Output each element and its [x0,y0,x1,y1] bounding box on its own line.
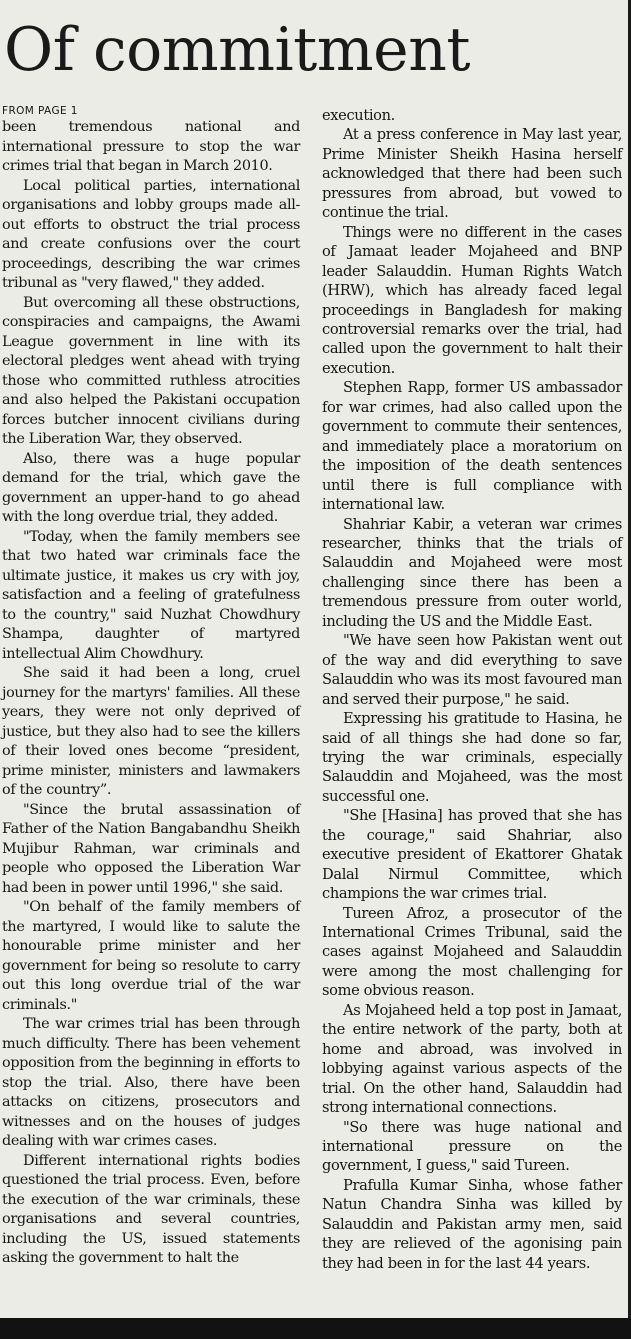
article-paragraph: "We have seen how Pakistan went out of the way and did everything to save Salauddin who was its most favoured man and served their purpose," he said. [322,632,622,708]
article-paragraph: "So there was huge national and international pressure on the government, I guess," said Tureen. [322,1118,622,1175]
article-paragraph: As Mojaheed held a top post in Jamaat, the entire network of the party, both at home and abroad, was involved in lobbying against various aspects of the trial. On the other hand, Salauddin had strong international connections. [322,1001,622,1117]
article-paragraph: Shahriar Kabir, a veteran war crimes researcher, thinks that the trials of Salauddin and Mojaheed were most challenging since there has been a tremendous pressure from outer world, including the US and the Middle East. [322,515,622,630]
article-paragraph: Tureen Afroz, a prosecutor of the International Crimes Tribunal, said the cases against Mojaheed and Salauddin were among the most challenging for some obvious reason. [322,904,622,1000]
article-paragraph: Prafulla Kumar Sinha, whose father Natun Chandra Sinha was killed by Salauddin and Pakistan army men, said they are relieved of the agonising pain they had been in for the last 44 years. [322,1176,622,1272]
article-paragraph: Expressing his gratitude to Hasina, he said of all things she had done so far, trying the war criminals, especially Salauddin and Mojaheed, was the most successful one. [322,710,622,805]
article-paragraph: Stephen Rapp, former US ambassador for war crimes, had also called upon the government to commute their sentences, and immediately place a moratorium on the imposition of the death sentences until there is full compliance with international law. [322,379,622,514]
from-page-kicker: FROM PAGE 1 [2,105,78,117]
article-paragraph: Also, there was a huge popular demand for the trial, which gave the government an upper-hand to go ahead with the long overdue trial, they added. [2,450,300,525]
article-paragraph: But overcoming all these obstructions, conspiracies and campaigns, the Awami League government in line with its electoral pledges went ahead with trying those who committed ruthless atrocities and also helped the Pakistani occupation forces butcher innocent civilians during the Liberation War, they observed. [2,294,300,447]
headline: Of commitment [4,15,470,85]
article-paragraph: Different international rights bodies questioned the trial process. Even, before the execution of the war criminals, these organisations and several countries, including the US, issued statements asking the government to halt the [2,1152,300,1266]
article-paragraph: "On behalf of the family members of the martyred, I would like to salute the honourable prime minister and her government for being so resolute to carry out this long overdue trial of the war criminals." [2,899,300,1013]
right-column [322,106,622,1273]
article-paragraph: Local political parties, international organisations and lobby groups made all-out efforts to obstruct the trial process and create confusions over the court proceedings, describing the war crimes tribunal as "very flawed," they added. [2,177,300,291]
page-bottom-bar [0,1318,631,1339]
article-paragraph: At a press conference in May last year, Prime Minister Sheikh Hasina herself acknowledged that there had been such pressures from abroad, but vowed to continue the trial. [322,126,622,222]
left-column [2,104,300,1269]
article-paragraph: execution. [322,107,395,124]
article-paragraph: "She [Hasina] has proved that she has the courage," said Shahriar, also executive president of Ekattorer Ghatak Dalal Nirmul Committee, which champions the war crimes trial. [322,807,622,903]
article-paragraph: Things were no different in the cases of Jamaat leader Mojaheed and BNP leader Salauddin. Human Rights Watch (HRW), which has already faced legal proceedings in Bangladesh for making controversial remarks over the trial, had called upon the government to halt their execution. [322,223,622,377]
article-paragraph: "Today, when the family members see that two hated war criminals face the ultimate justice, it makes us cry with joy, satisfaction and a feeling of gratefulness to the country," said Nuzhat Chowdhury Shampa, daughter of martyred intellectual Alim Chowdhury. [2,528,300,662]
article-paragraph: "Since the brutal assassination of Father of the Nation Bangabandhu Sheikh Mujibur Rahman, war criminals and people who opposed the Liberation War had been in power until 1996," she said. [2,801,300,896]
article-paragraph: been tremendous national and international pressure to stop the war crimes trial that began in March 2010. [2,119,300,174]
article-paragraph: The war crimes trial has been through much difficulty. There has been vehement opposition from the beginning in efforts to stop the trial. Also, there have been attacks on citizens, prosecutors and witnesses and on the houses of judges dealing with war crimes cases. [2,1016,300,1149]
article-paragraph: She said it had been a long, cruel journey for the martyrs' families. All these years, they were not only deprived of justice, but they also had to see the killers of their loved ones become “president, prime minister, ministers and lawmakers of the country”. [2,665,300,798]
